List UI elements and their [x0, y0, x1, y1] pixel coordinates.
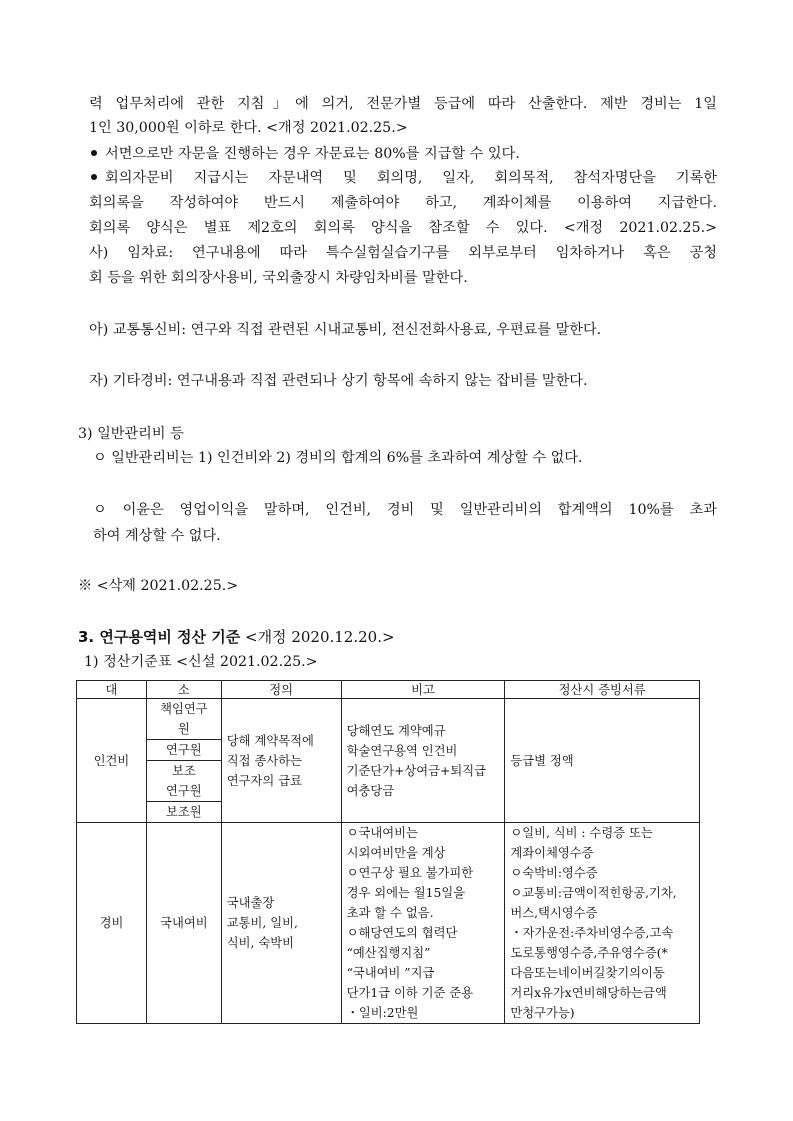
evidence-cell [505, 823, 700, 1024]
section-title: 3. 연구용역비 정산 기준 [78, 628, 241, 646]
cell-text: 당해연도 계약예규 학술연구용역 인건비 기준단가+상여금+퇴직급 여충당금 [346, 723, 486, 798]
cell-text: ㅇ국내여비는 시외여비만을 계상 ㅇ연구상 필요 불가피한 경우 외에는 월15일을 초과 할 수 없음. ㅇ해당연도의 협력단 “예산집행지침” “국내여비 ”지급 단가1급 이하 기준 준용 ・일비:2만원 [346, 826, 474, 1020]
body-line: 회의록 양식은 별표 제2호의 회의록 양식을 참조할 수 있다. <개정 2021.02.25.> [89, 220, 717, 236]
bullet-text: 회의자문비 지급시는 자문내역 및 회의명, 일자, 회의목적, 참석자명단을 기록한 [105, 170, 717, 186]
body-line: ㅇ 일반관리비는 1) 인건비와 2) 경비의 합계의 6%를 초과하여 계상할 수 없다. [93, 450, 583, 466]
body-line: 회 등을 위한 회의장사용비, 국외출장시 차량임차비를 말한다. [89, 270, 468, 286]
bullet-text: 서면으로만 자문을 진행하는 경우 자문료는 80%를 지급할 수 있다. [105, 146, 520, 162]
cell-text: 당해 계약목적에 직접 종사하는 연구자의 급료 [226, 733, 314, 788]
major-category-cell: 경비 [77, 823, 147, 1024]
bullet-item [91, 144, 520, 164]
minor-category-cell: 국내여비 [146, 823, 221, 1024]
header-cell: 대 [77, 681, 147, 699]
header-cell: 소 [146, 681, 221, 699]
minor-category-cell [146, 761, 221, 802]
definition-cell [221, 823, 341, 1024]
bullet-icon [91, 174, 97, 180]
section-title-note: <개정 2020.12.20.> [245, 628, 395, 646]
minor-category-cell: 연구원 [146, 740, 221, 761]
cell-text: 책임연구 원 [160, 702, 208, 736]
body-line: 회의록을 작성하여야 반드시 제출하여야 하고, 계좌이체를 이용하여 지급한다. [89, 195, 717, 211]
subsection-title: 1) 정산기준표 <신설 2021.02.25.> [84, 654, 318, 670]
body-line: 하여 계상할 수 없다. [93, 528, 221, 544]
major-category-cell: 인건비 [77, 699, 147, 823]
body-line: 1인 30,000원 이하로 한다. <개정 2021.02.25.> [89, 120, 408, 136]
settlement-table [76, 680, 700, 1024]
definition-cell [221, 699, 341, 823]
table-row [77, 823, 700, 1024]
section-label: 3) 일반관리비 등 [78, 426, 184, 442]
remark-cell [341, 823, 505, 1024]
body-line: 력 업무처리에 관한 지침」에 의거, 전문가별 등급에 따라 산출한다. 제반 경비는 1일 [89, 96, 717, 112]
note-line: ※ <삭제 2021.02.25.> [78, 578, 239, 594]
minor-category-cell [146, 699, 221, 740]
remark-cell [341, 699, 505, 823]
evidence-cell [505, 699, 700, 823]
body-line: ㅇ 이윤은 영업이익을 말하며, 인건비, 경비 및 일반관리비의 합계액의 10%를 초과 [93, 502, 717, 518]
table-row [77, 699, 700, 740]
section-heading [78, 626, 395, 648]
cell-text: 국내출장 교통비, 일비, 식비, 숙박비 [226, 896, 298, 950]
header-cell: 정의 [221, 681, 341, 699]
body-line: 자) 기타경비: 연구내용과 직접 관련되나 상기 항목에 속하지 않는 잡비를 말한다. [89, 373, 588, 389]
bullet-icon [91, 150, 97, 156]
minor-category-cell: 보조원 [146, 802, 221, 823]
cell-text: ㅇ일비, 식비 : 수령증 또는 계좌이체영수증 ㅇ숙박비:영수증 ㅇ교통비:금액이적힌항공,기차, 버스,택시영수증 ・자가운전:주차비영수증,고속 도로통행영수증,주유영수증(* 다음또는네이버길찾기의이동 거리x유가x연비해당하는금액 만청구가능) [510, 826, 677, 1020]
body-line: 아) 교통통신비: 연구와 직접 관련된 시내교통비, 전신전화사용료, 우편료를 말한다. [89, 322, 602, 338]
table-header-row [77, 681, 700, 699]
cell-text: 보조 연구원 [166, 764, 202, 798]
header-cell: 비고 [341, 681, 505, 699]
header-cell: 정산시 증빙서류 [505, 681, 700, 699]
bullet-item [91, 168, 717, 188]
cell-text: 등급별 정액 [510, 753, 574, 768]
body-line: 사) 임차료: 연구내용에 따라 특수실험실습기구를 외부로부터 임차하거나 혹은 공청 [89, 245, 717, 261]
